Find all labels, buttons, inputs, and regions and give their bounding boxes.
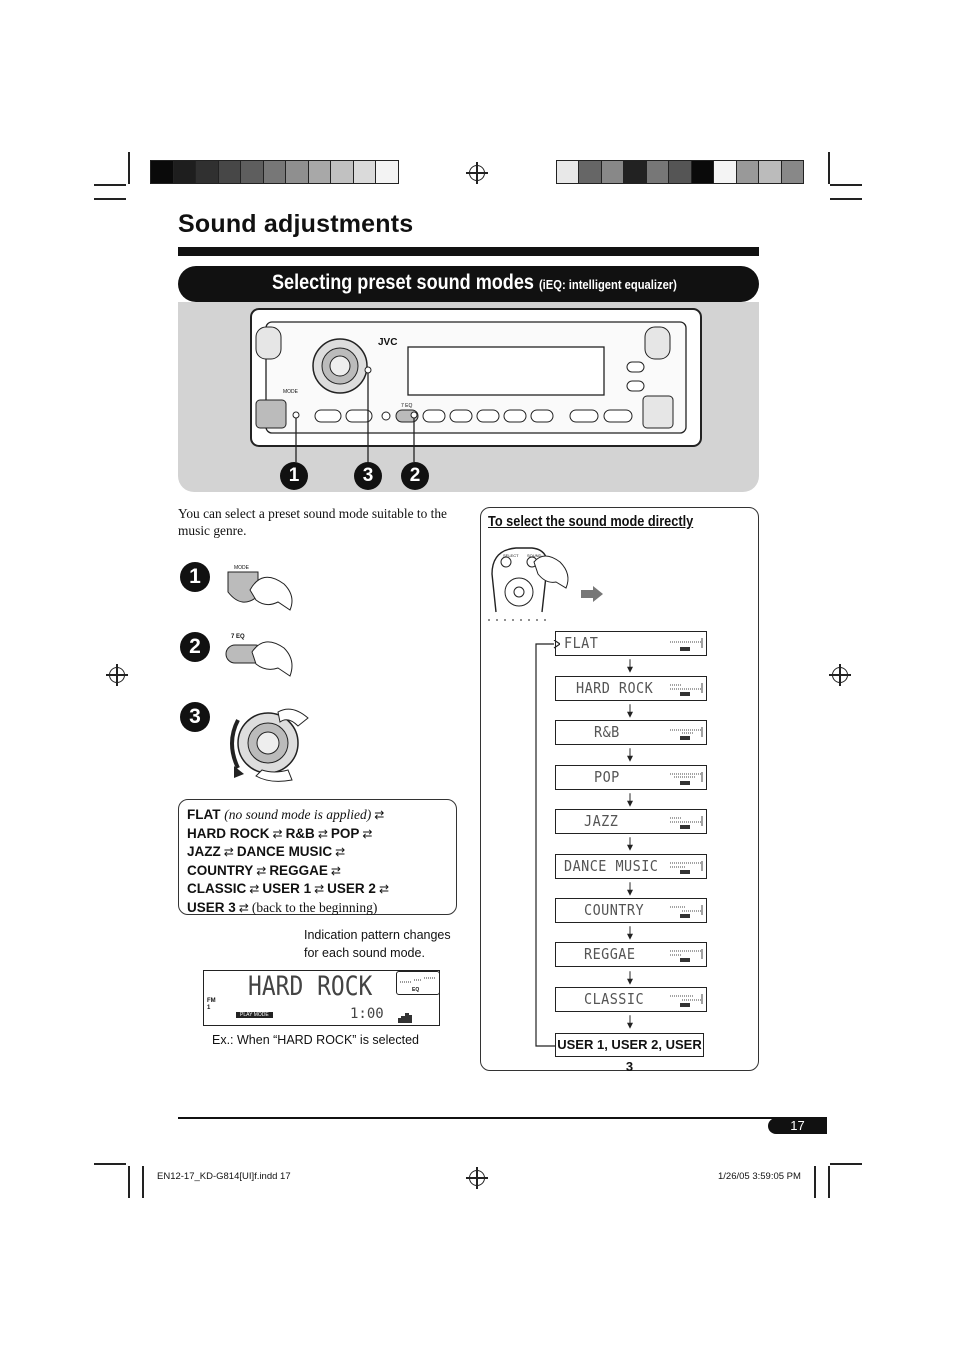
color-bar-right [556, 160, 804, 184]
toggle-arrow-icon: ⇄ [317, 826, 328, 841]
registration-mark [469, 165, 485, 181]
toggle-arrow-icon: ⇄ [238, 900, 249, 915]
crop-mark [830, 184, 862, 186]
lcd-flat [555, 631, 707, 656]
footer-file: EN12-17_KD-G814[UI]f.indd 17 [157, 1171, 291, 1182]
lcd-pop [555, 765, 707, 790]
indication-note-line1: Indication pattern changes [304, 928, 451, 942]
mode-item: POP [330, 825, 360, 841]
mode-item: REGGAE [269, 862, 328, 878]
user-modes-box: USER 1, USER 2, USER 3 [555, 1033, 704, 1057]
down-arrow-icon [627, 702, 633, 720]
remote-sound-label: SOUND [527, 553, 542, 558]
mode-item: DANCE MUSIC [236, 844, 333, 860]
crop-mark [142, 1166, 144, 1198]
example-display-time: 1:00 [350, 1006, 384, 1022]
lcd-rnb [555, 720, 707, 745]
lcd-country [555, 898, 707, 923]
registration-mark [469, 1170, 485, 1186]
example-display-band-num: 1 [207, 1005, 211, 1011]
toggle-arrow-icon: ⇄ [314, 882, 325, 897]
toggle-arrow-icon: ⇄ [256, 863, 267, 878]
lcd-classic [555, 987, 707, 1012]
remote-select-label: SELECT [503, 553, 519, 558]
dial-rotate-icon [222, 700, 312, 790]
crop-mark [94, 1163, 126, 1165]
color-bar-left [150, 160, 399, 184]
intro-text: You can select a preset sound mode suitable to the music genre. [178, 506, 447, 538]
crop-mark [814, 1166, 816, 1198]
example-play-mode: PLAY MODE [236, 1012, 273, 1018]
callout-2: 2 [401, 462, 429, 490]
direct-select-heading: To select the sound mode directly [488, 513, 694, 530]
eq-pattern-icon [668, 770, 704, 786]
section-title: Selecting preset sound modes [272, 271, 534, 294]
crop-mark [94, 198, 126, 200]
eq-pattern-icon [398, 974, 438, 988]
mode-item: HARD ROCK [187, 825, 270, 841]
step-2-button-label: 7 EQ [231, 634, 245, 640]
step-1-button-label: MODE [234, 565, 249, 571]
registration-mark [109, 667, 125, 683]
mode-flat: FLAT [187, 807, 221, 822]
mode-end-note: (back to the beginning) [251, 899, 378, 915]
callout-3: 3 [354, 462, 382, 490]
lcd-mode-text: POP [594, 768, 620, 786]
device-brand: JVC [378, 337, 398, 348]
mode-item: COUNTRY [187, 862, 254, 878]
lcd-mode-text: COUNTRY [584, 901, 645, 919]
lcd-jazz [555, 809, 707, 834]
step-1-number: 1 [180, 562, 210, 592]
car-stereo-illustration [178, 302, 759, 492]
right-arrow-icon [581, 586, 603, 602]
device-mode-label: MODE [283, 389, 298, 395]
down-arrow-icon [627, 924, 633, 942]
down-arrow-icon [627, 657, 633, 675]
down-arrow-icon [627, 835, 633, 853]
mode-item: CLASSIC [187, 881, 247, 897]
down-arrow-icon [627, 746, 633, 764]
indication-note-line2: for each sound mode. [304, 946, 425, 960]
mode-button-press-icon [222, 562, 302, 622]
lcd-mode-text: CLASSIC [584, 990, 645, 1008]
title-rule [178, 247, 759, 256]
toggle-arrow-icon: ⇄ [378, 882, 390, 897]
eq-pattern-icon [668, 681, 704, 697]
eq-pattern-icon [668, 903, 704, 919]
bottom-rule [178, 1117, 827, 1119]
mode-sequence-box [178, 799, 457, 915]
step-3-number: 3 [180, 702, 210, 732]
crop-mark [94, 184, 126, 186]
section-header [178, 266, 759, 302]
eq-pattern-icon [668, 859, 704, 875]
mode-flat-note: (no sound mode is applied) [224, 807, 372, 822]
mode-item: USER 1 [262, 881, 312, 897]
toggle-arrow-icon: ⇄ [335, 845, 346, 860]
lcd-mode-text: FLAT [564, 634, 599, 652]
example-display [203, 970, 440, 1026]
lcd-mode-text: JAZZ [584, 812, 619, 830]
lcd-mode-text: DANCE MUSIC [564, 857, 659, 875]
toggle-arrow-icon: ⇄ [249, 882, 260, 897]
page-number: 17 [768, 1118, 827, 1134]
mode-item: USER 3 [187, 899, 236, 915]
example-eq-indicator [396, 971, 440, 995]
lcd-dance-music [555, 854, 707, 879]
eq-pattern-icon [668, 725, 704, 741]
example-display-band: FM [207, 998, 216, 1004]
lcd-reggae [555, 942, 707, 967]
step-2-number: 2 [180, 632, 210, 662]
eq-pattern-icon [668, 636, 704, 652]
crop-mark [828, 1166, 830, 1198]
lcd-mode-text: R&B [594, 723, 620, 741]
lcd-mode-text: HARD ROCK [576, 679, 654, 697]
down-arrow-icon [627, 969, 633, 987]
page-title: Sound adjustments [178, 210, 414, 238]
mode-item: JAZZ [187, 844, 221, 860]
eq-pattern-icon [668, 947, 704, 963]
crop-mark [128, 152, 130, 184]
example-eq-tag: EQ [412, 987, 420, 993]
footer-date: 1/26/05 3:59:05 PM [718, 1171, 801, 1182]
crop-mark [830, 198, 862, 200]
mode-item: USER 2 [327, 881, 376, 897]
toggle-arrow-icon: ⇄ [272, 826, 283, 841]
toggle-arrow-icon: ⇄ [330, 863, 341, 878]
registration-mark [832, 667, 848, 683]
mode-item: R&B [285, 825, 315, 841]
callout-1: 1 [280, 462, 308, 490]
section-subtitle: (iEQ: intelligent equalizer) [538, 277, 677, 292]
example-display-text: HARD ROCK [248, 971, 373, 1002]
crop-mark [830, 1163, 862, 1165]
lcd-hard-rock [555, 676, 707, 701]
toggle-arrow-icon: ⇄ [362, 826, 373, 841]
eq-pattern-icon [668, 992, 704, 1008]
down-arrow-icon [627, 1013, 633, 1031]
crop-mark [828, 152, 830, 184]
device-eq-label: 7 EQ [401, 403, 413, 409]
down-arrow-icon [627, 791, 633, 809]
toggle-arrow-icon: ⇄ [223, 845, 234, 860]
eq-pattern-icon [668, 814, 704, 830]
lcd-mode-text: REGGAE [584, 945, 636, 963]
down-arrow-icon [627, 880, 633, 898]
toggle-arrow-icon: ⇄ [374, 808, 385, 822]
level-meter-icon [397, 1013, 413, 1024]
example-caption: Ex.: When “HARD ROCK” is selected [212, 1033, 419, 1047]
crop-mark [128, 1166, 130, 1198]
